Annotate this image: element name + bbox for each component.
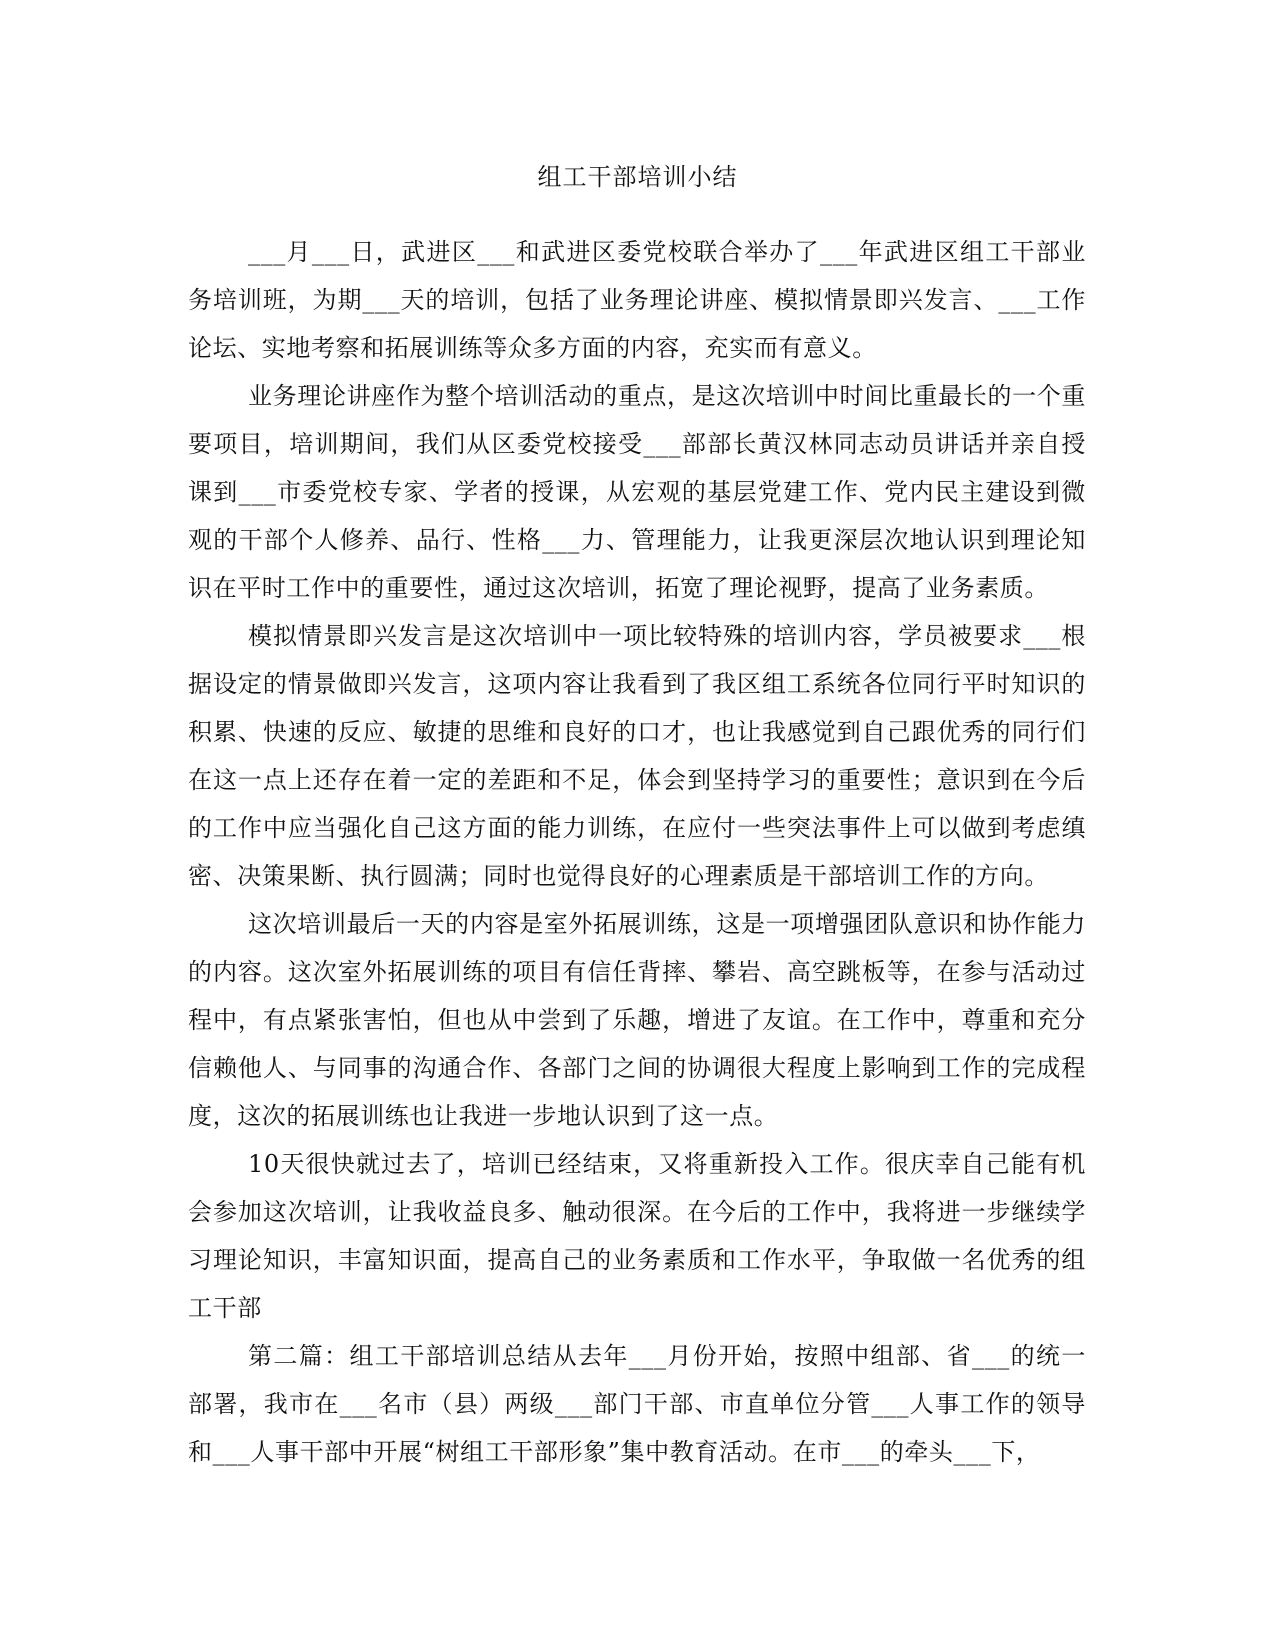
paragraph-3: 模拟情景即兴发言是这次培训中一项比较特殊的培训内容，学员被要求___根据设定的情景做即兴发言，这项内容让我看到了我区组工系统各位同行平时知识的积累、快速的反应、敏捷的思维和良好的口才，也让我感觉到自己跟优秀的同行们在这一点上还存在着一定的差距和不足，体会到坚持学习的重要性；意识到在今后的工作中应当强化自己这方面的能力训练，在应付一些突法事件上可以做到考虑缜密、决策果断、执行圆满；同时也觉得良好的心理素质是干部培训工作的方向。 <box>188 622 1086 890</box>
paragraph-5: 10天很快就过去了，培训已经结束，又将重新投入工作。很庆幸自己能有机会参加这次培训，让我收益良多、触动很深。在今后的工作中，我将进一步继续学习理论知识，丰富知识面，提高自己的业务素质和工作水平，争取做一名优秀的组工干部 <box>188 1150 1086 1322</box>
document-body <box>188 228 1086 1476</box>
document-title: 组工干部培训小结 <box>537 163 738 191</box>
paragraph-6: 第二篇：组工干部培训总结从去年___月份开始，按照中组部、省___的统一部署，我市在___名市（县）两级___部门干部、市直单位分管___人事工作的领导和___人事干部中开展“树组工干部形象”集中教育活动。在市___的牵头___下， <box>188 1342 1086 1466</box>
paragraph-2: 业务理论讲座作为整个培训活动的重点，是这次培训中时间比重最长的一个重要项目，培训期间，我们从区委党校接受___部部长黄汉林同志动员讲话并亲自授课到___市委党校专家、学者的授课，从宏观的基层党建工作、党内民主建设到微观的干部个人修养、品行、性格___力、管理能力，让我更深层次地认识到理论知识在平时工作中的重要性，通过这次培训，拓宽了理论视野，提高了业务素质。 <box>188 382 1086 602</box>
paragraph-4: 这次培训最后一天的内容是室外拓展训练，这是一项增强团队意识和协作能力的内容。这次室外拓展训练的项目有信任背摔、攀岩、高空跳板等，在参与活动过程中，有点紧张害怕，但也从中尝到了乐趣，增进了友谊。在工作中，尊重和充分信赖他人、与同事的沟通合作、各部门之间的协调很大程度上影响到工作的完成程度，这次的拓展训练也让我进一步地认识到了这一点。 <box>188 910 1086 1130</box>
paragraph-1: ___月___日，武进区___和武进区委党校联合举办了___年武进区组工干部业务培训班，为期___天的培训，包括了业务理论讲座、模拟情景即兴发言、___工作论坛、实地考察和拓展训练等众多方面的内容，充实而有意义。 <box>188 238 1086 362</box>
